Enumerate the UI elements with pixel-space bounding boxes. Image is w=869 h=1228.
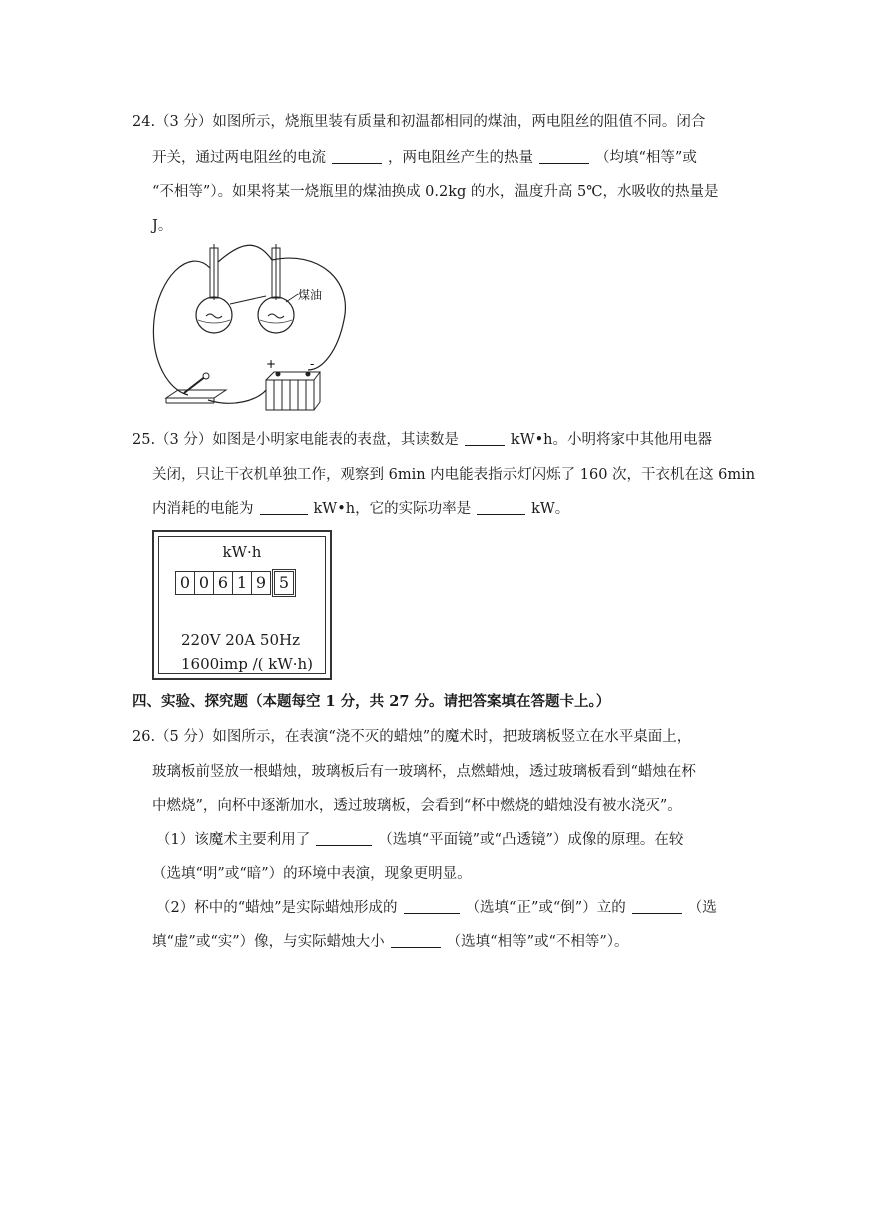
battery-icon	[266, 357, 320, 410]
q24-text: ，两电阻丝产生的热量	[388, 150, 533, 166]
q26-part-1	[156, 830, 683, 850]
circuit-diagram	[148, 240, 348, 412]
answer-blank[interactable]	[477, 500, 525, 515]
meter-digits	[175, 571, 293, 595]
section-heading: 四、实验、探究题（本题每空 1 分，共 27 分。请把答案填在答题卡上。）	[132, 693, 611, 710]
battery-minus-label: -	[310, 357, 315, 371]
meter-spec-rating: 220V 20A 50Hz	[181, 631, 300, 649]
meter-digit: 1	[232, 571, 252, 595]
q26-text: （1）该魔术主要利用了	[156, 832, 311, 848]
battery-plus-label: +	[266, 357, 277, 371]
q26-text: （选	[687, 900, 717, 916]
q26-part-1-cont: （选填“明”或“暗”）的环境中表演，现象更明显。	[152, 866, 472, 882]
meter-spec-constant: 1600imp /( kW·h)	[181, 655, 314, 673]
q24-text: （均填“相等”或	[595, 150, 697, 166]
q24-line-1: 24.（3 分）如图所示，烧瓶里装有质量和初温都相同的煤油，两电阻丝的阻值不同。闭合	[132, 114, 706, 130]
q24-text: 开关，通过两电阻丝的电流	[152, 150, 326, 166]
q26-part-2	[156, 898, 717, 918]
answer-blank[interactable]	[404, 899, 460, 914]
q24-line-3: “不相等”）。如果将某一烧瓶里的煤油换成 0.2kg 的水，温度升高 5℃，水吸收的热量是	[152, 184, 719, 200]
answer-blank[interactable]	[632, 899, 682, 914]
meter-digit-decimal: 5	[274, 571, 294, 595]
flask-right	[258, 244, 294, 333]
q26-text: 填“虚”或“实”）像，与实际蜡烛大小	[152, 934, 385, 950]
meter-face	[158, 536, 326, 674]
q24-line-4: J。	[152, 218, 173, 234]
q25-text: 内消耗的电能为	[152, 501, 254, 517]
meter-digit: 0	[175, 571, 195, 595]
q25-line-2: 关闭，只让干衣机单独工作，观察到 6min 内电能表指示灯闪烁了 160 次，干衣机在这 6min	[152, 467, 756, 483]
meter-unit-label: kW·h	[222, 543, 262, 561]
answer-blank[interactable]	[316, 831, 372, 846]
answer-blank[interactable]	[539, 149, 589, 164]
answer-blank[interactable]	[391, 933, 441, 948]
q26-line-2: 玻璃板前竖放一根蜡烛，玻璃板后有一玻璃杯，点燃蜡烛，透过玻璃板看到“蜡烛在杯	[152, 764, 696, 780]
meter-digit: 0	[194, 571, 214, 595]
q26-text: （2）杯中的“蜡烛”是实际蜡烛形成的	[156, 900, 398, 916]
q25-line-1	[132, 430, 712, 450]
q26-text: （选填“正”或“倒”）立的	[465, 900, 626, 916]
meter-digit: 9	[251, 571, 271, 595]
q26-part-2-cont	[152, 932, 629, 952]
answer-blank[interactable]	[260, 500, 308, 515]
q26-text: （选填“平面镜”或“凸透镜”）成像的原理。在较	[378, 832, 684, 848]
electricity-meter	[152, 530, 332, 680]
answer-blank[interactable]	[465, 431, 505, 446]
q26-line-3: 中燃烧”，向杯中逐渐加水，透过玻璃板，会看到“杯中燃烧的蜡烛没有被水浇灭”。	[152, 798, 682, 814]
flask-left	[196, 244, 232, 333]
q25-text: kW•h。小明将家中其他用电器	[510, 432, 712, 448]
meter-digit: 6	[213, 571, 233, 595]
q25-line-3	[152, 499, 569, 519]
answer-blank[interactable]	[332, 149, 382, 164]
q25-text: kW。	[531, 501, 570, 517]
q26-line-1: 26.（5 分）如图所示，在表演“浇不灭的蜡烛”的魔术时，把玻璃板竖立在水平桌面上，	[132, 729, 692, 745]
q24-line-2	[152, 148, 697, 168]
q26-text: （选填“相等”或“不相等”）。	[446, 934, 629, 950]
q25-text: kW•h，它的实际功率是	[313, 501, 472, 517]
kerosene-label: 煤油	[298, 288, 323, 302]
q25-text: 25.（3 分）如图是小明家电能表的表盘，其读数是	[132, 432, 459, 448]
